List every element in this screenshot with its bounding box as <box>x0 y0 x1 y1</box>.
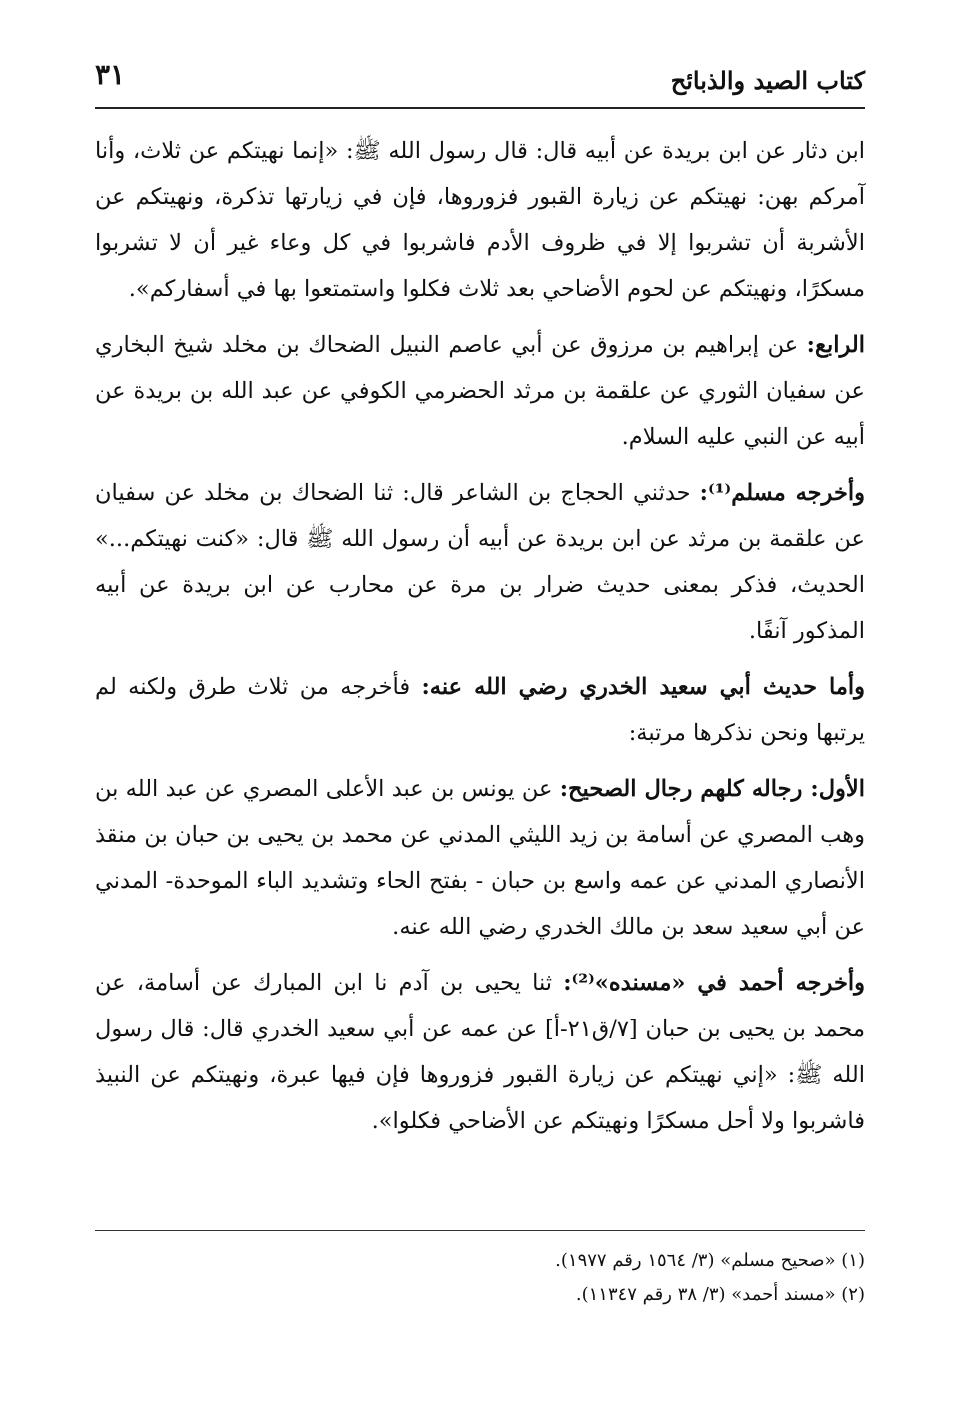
paragraph-text: ثنا يحيى بن آدم نا ابن المبارك عن أسامة، عن محمد بن يحيى بن حبان [٧/ق٢١-أ] عن عمه عن أبي سعيد الخدري قال: قال رسول الله ﷺ: «إني نهيتكم عن زيارة القبور فزوروها فإن فيها عبرة، ونهيتكم عن النبيذ فاشربوا ولا أحل مسكرًا ونهيتكم عن الأضاحي فكلوا». <box>95 970 865 1134</box>
page-number: ٣١ <box>95 58 126 91</box>
paragraph-lead: وأخرجه مسلم⁽¹⁾: <box>699 480 865 506</box>
paragraph-text: حدثني الحجاج بن الشاعر قال: ثنا الضحاك بن مخلد عن سفيان عن علقمة بن مرثد عن ابن بريدة عن أبيه أن رسول الله ﷺ قال: «كنت نهيتكم...» الحديث، فذكر بمعنى حديث ضرار بن مرة عن محارب عن ابن بريدة عن أبيه المذكور آنفًا. <box>95 480 865 644</box>
book-title: كتاب الصيد والذبائح <box>670 66 865 95</box>
document-page <box>95 0 865 1417</box>
paragraph-lead: الأول: رجاله كلهم رجال الصحيح: <box>559 776 865 802</box>
paragraph <box>95 470 865 654</box>
paragraph-lead: وأما حديث أبي سعيد الخدري رضي الله عنه: <box>421 674 865 700</box>
paragraph-lead: الرابع: <box>806 332 865 358</box>
footnote-1: (١) «صحيح مسلم» (٣/ ١٥٦٤ رقم ١٩٧٧). <box>555 1250 865 1271</box>
running-header <box>95 58 865 104</box>
body-text <box>95 128 865 1154</box>
footnotes <box>95 1244 865 1312</box>
paragraph <box>95 128 865 312</box>
paragraph-text: عن يونس بن عبد الأعلى المصري عن عبد الله بن وهب المصري عن أسامة بن زيد الليثي المدني عن محمد بن يحيى بن حبان بن منقذ الأنصاري المدني عن عمه واسع بن حبان - بفتح الحاء وتشديد الباء الموحدة- المدني عن أبي سعيد سعد بن مالك الخدري رضي الله عنه. <box>95 776 865 940</box>
header-rule <box>95 107 865 109</box>
paragraph <box>95 766 865 950</box>
paragraph <box>95 322 865 460</box>
paragraph-text: فأخرجه من ثلاث طرق ولكنه لم يرتبها ونحن نذكرها مرتبة: <box>95 674 865 746</box>
paragraph-lead: وأخرجه أحمد في «مسنده»⁽²⁾: <box>563 970 865 996</box>
paragraph-text: ابن دثار عن ابن بريدة عن أبيه قال: قال رسول الله ﷺ: «إنما نهيتكم عن ثلاث، وأنا آمركم بهن: نهيتكم عن زيارة القبور فزوروها، فإن في زيارتها تذكرة، ونهيتكم عن الأشربة أن تشربوا إلا في ظروف الأدم فاشربوا في كل وعاء غير أن لا تشربوا مسكرًا، ونهيتكم عن لحوم الأضاحي بعد ثلاث فكلوا واستمتعوا بها في أسفاركم». <box>95 138 865 302</box>
paragraph <box>95 960 865 1144</box>
paragraph-text: عن إبراهيم بن مرزوق عن أبي عاصم النبيل الضحاك بن مخلد شيخ البخاري عن سفيان الثوري عن علقمة بن مرثد الحضرمي الكوفي عن عبد الله بن بريدة عن أبيه عن النبي عليه السلام. <box>95 332 865 450</box>
footnote-2: (٢) «مسند أحمد» (٣/ ٣٨ رقم ١١٣٤٧). <box>575 1284 865 1305</box>
footnote-rule <box>95 1230 865 1231</box>
paragraph <box>95 664 865 756</box>
